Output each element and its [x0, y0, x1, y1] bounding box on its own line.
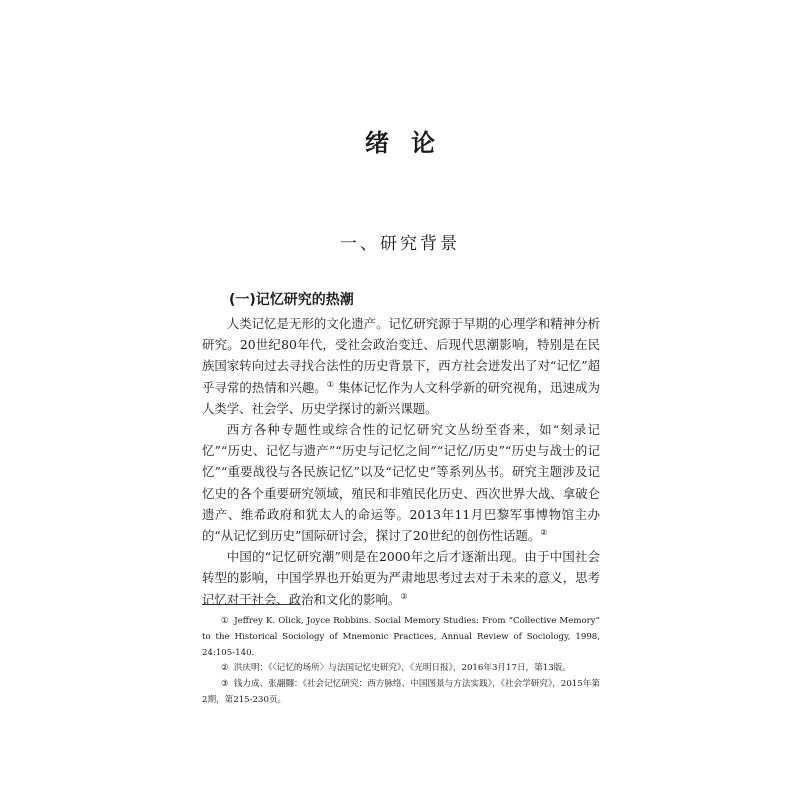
chapter-title: 绪论 [365, 129, 457, 157]
paragraph-text: 人类记忆是无形的文化遗产。记忆研究源于早期的心理学和精神分析研究。20世纪80年代，受社会政治变迁、后现代思潮影响，特别是在民族国家转向过去寻找合法性的历史背景下，西方社会迸发出了对“记忆”超乎寻常的热情和兴趣。 [202, 316, 600, 395]
paragraph-text: 中国的“记忆研究潮”则是在2000年之后才逐渐出现。由于中国社会转型的影响，中国学界也开始更为严肃地思考过去对于未来的意义，思考记忆对于社会、政治和文化的影响。 [202, 549, 600, 607]
footnote [202, 614, 600, 661]
footnote [202, 677, 600, 709]
footnote-mark: ① [220, 616, 230, 626]
footnotes [202, 614, 600, 709]
footnote-mark: ② [220, 663, 229, 674]
footnote-ref[interactable]: ② [540, 527, 548, 537]
footnote-divider [202, 604, 300, 605]
paragraph [202, 419, 600, 546]
footnote-text: Jeffrey K. Olick, Joyce Robbins. Social Memory Studies: From “Collective Memory” to the Historical Sociology of Mnemonic Practices, Annual Review of Sociology, 1998, 24:105-140. [202, 616, 600, 658]
footnote-text: 钱力成、张翮翾：《社会记忆研究：西方脉络、中国图景与方法实践》，《社会学研究》，2015年第2期，第215-230页。 [202, 679, 600, 705]
paragraph [202, 546, 600, 610]
paragraph [202, 313, 600, 419]
footnote-ref[interactable]: ③ [400, 591, 408, 601]
paragraph-text: 西方各种专题性或综合性的记忆研究文丛纷至沓来，如“刻录记忆”“历史、记忆与遗产”“历史与记忆之间”“记忆/历史”“历史与战士的记忆”“重要战役与各民族记忆”以及“记忆史”等系列丛书。研究主题涉及记忆史的各个重要研究领域，殖民和非殖民化历史、西次世界大战、拿破仑遗产、维希政府和犹太人的命运等。2013年11月巴黎军事博物馆主办的“从记忆到历史”国际研讨会，探讨了20世纪的创伤性话题。 [202, 422, 600, 544]
subsection-title: (一)记忆研究的热潮 [229, 292, 354, 308]
footnote-ref[interactable]: ① [326, 379, 335, 389]
footnote-text: 洪庆明：《〈记忆的场所〉与法国记忆史研究》，《光明日报》，2016年3月17日，第13版。 [233, 663, 571, 674]
footnote-mark: ③ [220, 679, 229, 690]
paragraph-text: 集体记忆作为人文科学新的研究视角，迅速成为人类学、社会学、历史学探讨的新兴课题。 [202, 379, 601, 416]
section-title: 一、研究背景 [340, 234, 460, 254]
footnote [202, 661, 600, 677]
body-text [202, 313, 600, 610]
